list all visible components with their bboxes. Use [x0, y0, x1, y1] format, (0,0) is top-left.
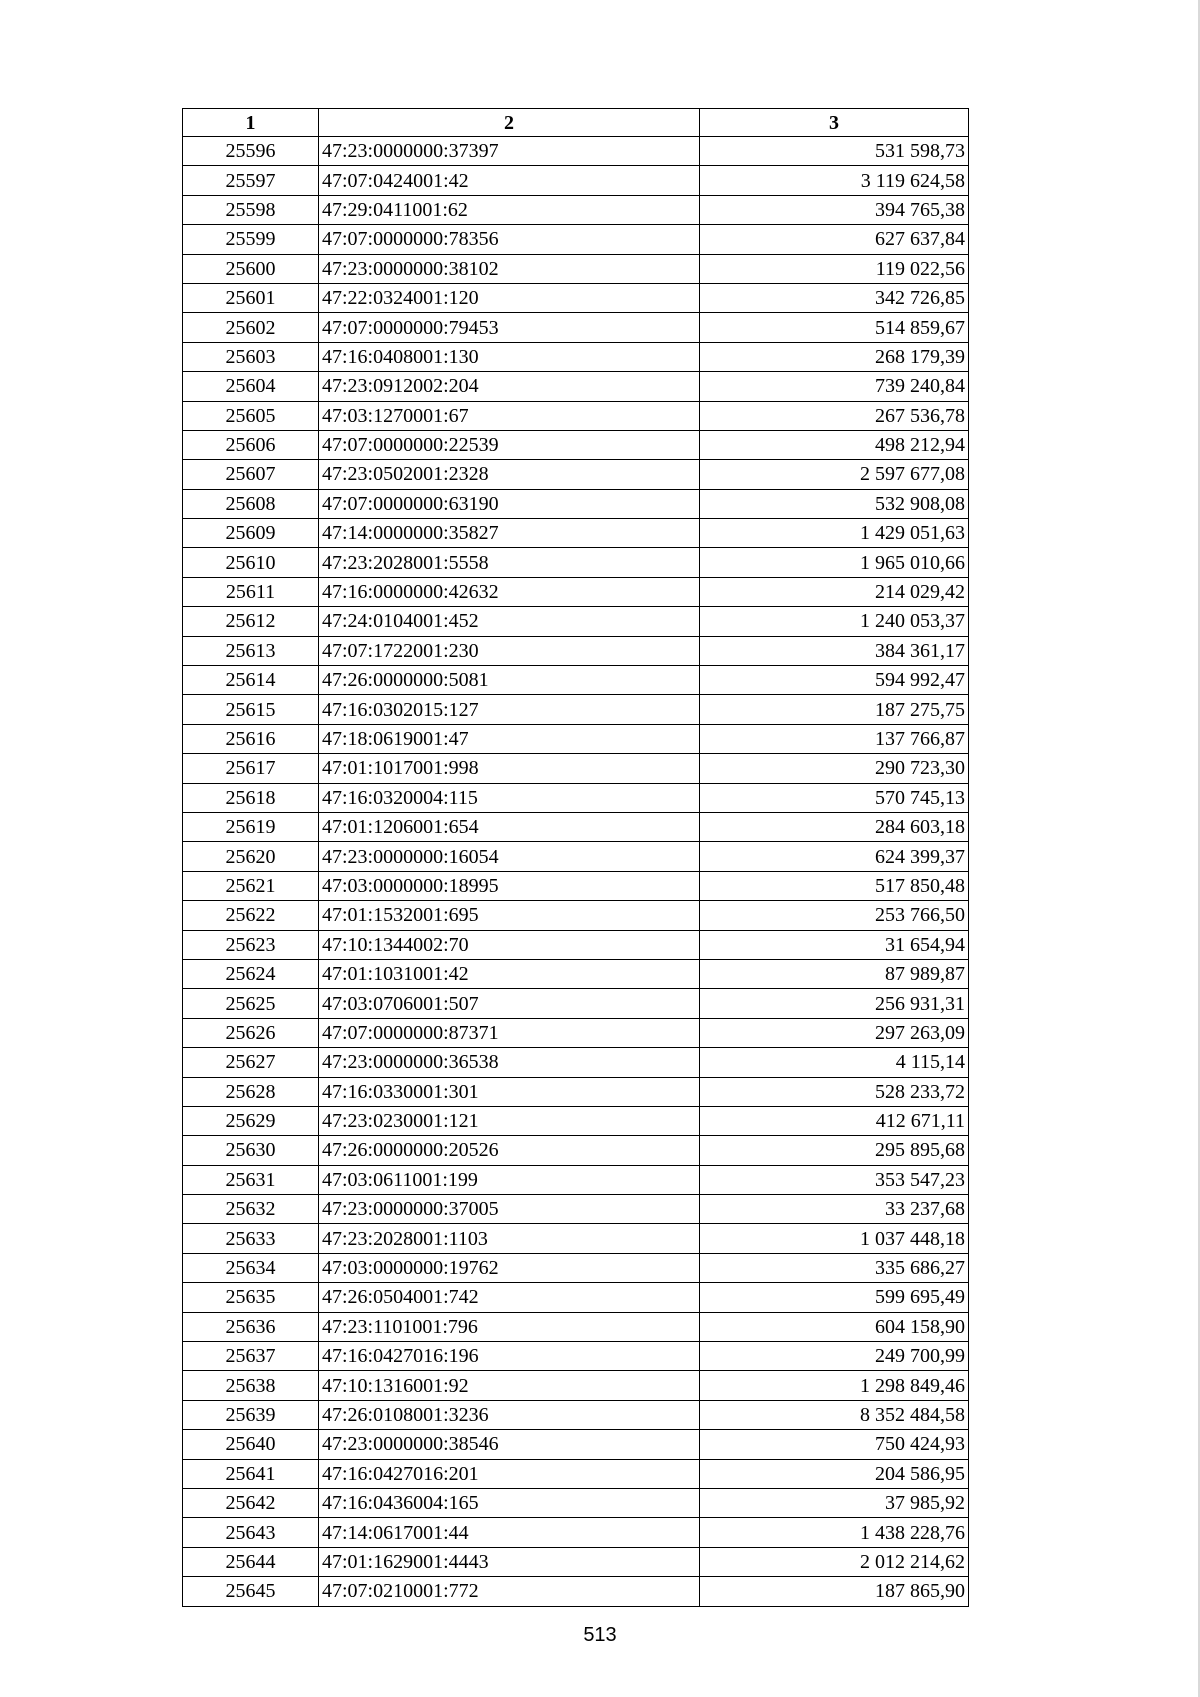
- cadastral-number: 47:07:0000000:87371: [319, 1018, 700, 1047]
- row-number: 25641: [183, 1459, 319, 1488]
- cadastral-number: 47:14:0617001:44: [319, 1518, 700, 1547]
- cadastral-number: 47:26:0504001:742: [319, 1283, 700, 1312]
- table-row: [183, 342, 969, 371]
- cadastral-number: 47:16:0436004:165: [319, 1488, 700, 1517]
- cadastral-value: 31 654,94: [700, 930, 969, 959]
- row-number: 25601: [183, 283, 319, 312]
- cadastral-number: 47:03:0000000:19762: [319, 1253, 700, 1282]
- row-number: 25628: [183, 1077, 319, 1106]
- cadastral-value: 531 598,73: [700, 137, 969, 166]
- cadastral-value: 249 700,99: [700, 1342, 969, 1371]
- table-row: [183, 1312, 969, 1341]
- row-number: 25599: [183, 225, 319, 254]
- row-number: 25622: [183, 901, 319, 930]
- cadastral-value: 8 352 484,58: [700, 1400, 969, 1429]
- row-number: 25615: [183, 695, 319, 724]
- row-number: 25627: [183, 1048, 319, 1077]
- cadastral-number: 47:07:0000000:63190: [319, 489, 700, 518]
- cadastral-number: 47:26:0000000:5081: [319, 666, 700, 695]
- row-number: 25644: [183, 1547, 319, 1576]
- cadastral-number: 47:01:1206001:654: [319, 812, 700, 841]
- table-row: [183, 283, 969, 312]
- row-number: 25631: [183, 1165, 319, 1194]
- table-row: [183, 372, 969, 401]
- row-number: 25597: [183, 166, 319, 195]
- row-number: 25613: [183, 636, 319, 665]
- cadastral-value: 284 603,18: [700, 812, 969, 841]
- table-row: [183, 577, 969, 606]
- row-number: 25624: [183, 959, 319, 988]
- table-row: [183, 1224, 969, 1253]
- row-number: 25638: [183, 1371, 319, 1400]
- cadastral-number: 47:07:0000000:79453: [319, 313, 700, 342]
- row-number: 25617: [183, 754, 319, 783]
- table-row: [183, 1165, 969, 1194]
- table-row: [183, 901, 969, 930]
- cadastral-number: 47:23:1101001:796: [319, 1312, 700, 1341]
- table-row: [183, 754, 969, 783]
- cadastral-value: 517 850,48: [700, 871, 969, 900]
- cadastral-value: 624 399,37: [700, 842, 969, 871]
- cadastral-number: 47:22:0324001:120: [319, 283, 700, 312]
- row-number: 25629: [183, 1106, 319, 1135]
- table-row: [183, 959, 969, 988]
- cadastral-value: 256 931,31: [700, 989, 969, 1018]
- cadastral-number: 47:07:1722001:230: [319, 636, 700, 665]
- cadastral-value-table: [182, 108, 969, 1607]
- cadastral-value: 353 547,23: [700, 1165, 969, 1194]
- cadastral-number: 47:01:1031001:42: [319, 959, 700, 988]
- table-row: [183, 636, 969, 665]
- cadastral-number: 47:14:0000000:35827: [319, 519, 700, 548]
- row-number: 25626: [183, 1018, 319, 1047]
- table-row: [183, 489, 969, 518]
- cadastral-value: 33 237,68: [700, 1195, 969, 1224]
- table-row: [183, 1106, 969, 1135]
- table-row: [183, 401, 969, 430]
- row-number: 25608: [183, 489, 319, 518]
- row-number: 25606: [183, 430, 319, 459]
- cadastral-number: 47:23:0000000:37397: [319, 137, 700, 166]
- cadastral-number: 47:29:0411001:62: [319, 195, 700, 224]
- cadastral-value: 532 908,08: [700, 489, 969, 518]
- table-row: [183, 1371, 969, 1400]
- cadastral-value: 604 158,90: [700, 1312, 969, 1341]
- cadastral-number: 47:16:0320004:115: [319, 783, 700, 812]
- cadastral-number: 47:03:1270001:67: [319, 401, 700, 430]
- cadastral-value: 137 766,87: [700, 724, 969, 753]
- row-number: 25605: [183, 401, 319, 430]
- cadastral-value: 2 597 677,08: [700, 460, 969, 489]
- cadastral-value: 214 029,42: [700, 577, 969, 606]
- row-number: 25621: [183, 871, 319, 900]
- table-row: [183, 225, 969, 254]
- cadastral-value: 187 275,75: [700, 695, 969, 724]
- cadastral-number: 47:23:2028001:5558: [319, 548, 700, 577]
- cadastral-value: 1 429 051,63: [700, 519, 969, 548]
- cadastral-number: 47:23:0000000:37005: [319, 1195, 700, 1224]
- table-row: [183, 1430, 969, 1459]
- cadastral-number: 47:23:0000000:38102: [319, 254, 700, 283]
- cadastral-number: 47:01:1629001:4443: [319, 1547, 700, 1576]
- column-header-2: 2: [319, 109, 700, 137]
- cadastral-value: 268 179,39: [700, 342, 969, 371]
- row-number: 25614: [183, 666, 319, 695]
- row-number: 25635: [183, 1283, 319, 1312]
- table-body: [183, 137, 969, 1607]
- row-number: 25618: [183, 783, 319, 812]
- cadastral-value: 187 865,90: [700, 1577, 969, 1606]
- cadastral-value: 384 361,17: [700, 636, 969, 665]
- row-number: 25636: [183, 1312, 319, 1341]
- cadastral-number: 47:03:0611001:199: [319, 1165, 700, 1194]
- cadastral-number: 47:23:0000000:16054: [319, 842, 700, 871]
- cadastral-value: 1 965 010,66: [700, 548, 969, 577]
- row-number: 25596: [183, 137, 319, 166]
- row-number: 25625: [183, 989, 319, 1018]
- cadastral-value: 37 985,92: [700, 1488, 969, 1517]
- cadastral-value: 498 212,94: [700, 430, 969, 459]
- cadastral-number: 47:16:0408001:130: [319, 342, 700, 371]
- row-number: 25633: [183, 1224, 319, 1253]
- table-row: [183, 195, 969, 224]
- cadastral-value: 750 424,93: [700, 1430, 969, 1459]
- cadastral-value: 295 895,68: [700, 1136, 969, 1165]
- cadastral-number: 47:16:0330001:301: [319, 1077, 700, 1106]
- table-row: [183, 166, 969, 195]
- table-row: [183, 519, 969, 548]
- cadastral-number: 47:16:0000000:42632: [319, 577, 700, 606]
- cadastral-value: 119 022,56: [700, 254, 969, 283]
- cadastral-value: 4 115,14: [700, 1048, 969, 1077]
- cadastral-number: 47:23:2028001:1103: [319, 1224, 700, 1253]
- cadastral-value: 528 233,72: [700, 1077, 969, 1106]
- row-number: 25604: [183, 372, 319, 401]
- cadastral-value: 3 119 624,58: [700, 166, 969, 195]
- cadastral-number: 47:07:0000000:78356: [319, 225, 700, 254]
- row-number: 25598: [183, 195, 319, 224]
- row-number: 25637: [183, 1342, 319, 1371]
- table-row: [183, 989, 969, 1018]
- cadastral-value: 335 686,27: [700, 1253, 969, 1282]
- cadastral-value: 290 723,30: [700, 754, 969, 783]
- table-row: [183, 812, 969, 841]
- row-number: 25634: [183, 1253, 319, 1282]
- cadastral-value: 253 766,50: [700, 901, 969, 930]
- cadastral-value: 267 536,78: [700, 401, 969, 430]
- cadastral-value: 1 298 849,46: [700, 1371, 969, 1400]
- cadastral-number: 47:23:0230001:121: [319, 1106, 700, 1135]
- table-row: [183, 1342, 969, 1371]
- cadastral-number: 47:16:0427016:201: [319, 1459, 700, 1488]
- table-header-row: [183, 109, 969, 137]
- table-row: [183, 1253, 969, 1282]
- table-row: [183, 930, 969, 959]
- row-number: 25640: [183, 1430, 319, 1459]
- cadastral-value: 394 765,38: [700, 195, 969, 224]
- cadastral-value: 599 695,49: [700, 1283, 969, 1312]
- row-number: 25616: [183, 724, 319, 753]
- row-number: 25620: [183, 842, 319, 871]
- table-row: [183, 1048, 969, 1077]
- table-row: [183, 1488, 969, 1517]
- row-number: 25639: [183, 1400, 319, 1429]
- row-number: 25602: [183, 313, 319, 342]
- table-row: [183, 1077, 969, 1106]
- cadastral-number: 47:10:1344002:70: [319, 930, 700, 959]
- table-row: [183, 254, 969, 283]
- row-number: 25645: [183, 1577, 319, 1606]
- table-row: [183, 842, 969, 871]
- table-row: [183, 1577, 969, 1606]
- table-row: [183, 871, 969, 900]
- cadastral-value: 1 438 228,76: [700, 1518, 969, 1547]
- table-row: [183, 1136, 969, 1165]
- cadastral-value: 594 992,47: [700, 666, 969, 695]
- row-number: 25630: [183, 1136, 319, 1165]
- cadastral-value: 570 745,13: [700, 783, 969, 812]
- cadastral-value: 2 012 214,62: [700, 1547, 969, 1576]
- table-row: [183, 1195, 969, 1224]
- cadastral-value: 1 037 448,18: [700, 1224, 969, 1253]
- cadastral-number: 47:23:0502001:2328: [319, 460, 700, 489]
- cadastral-number: 47:16:0427016:196: [319, 1342, 700, 1371]
- column-header-3: 3: [700, 109, 969, 137]
- cadastral-number: 47:16:0302015:127: [319, 695, 700, 724]
- cadastral-number: 47:01:1017001:998: [319, 754, 700, 783]
- cadastral-value: 342 726,85: [700, 283, 969, 312]
- cadastral-value: 412 671,11: [700, 1106, 969, 1135]
- row-number: 25610: [183, 548, 319, 577]
- table-row: [183, 137, 969, 166]
- table-row: [183, 1400, 969, 1429]
- column-header-1: 1: [183, 109, 319, 137]
- cadastral-value: 739 240,84: [700, 372, 969, 401]
- row-number: 25611: [183, 577, 319, 606]
- cadastral-number: 47:26:0000000:20526: [319, 1136, 700, 1165]
- page-number: 513: [583, 1624, 617, 1646]
- cadastral-number: 47:23:0000000:36538: [319, 1048, 700, 1077]
- cadastral-number: 47:07:0424001:42: [319, 166, 700, 195]
- table-row: [183, 460, 969, 489]
- row-number: 25612: [183, 607, 319, 636]
- cadastral-number: 47:03:0706001:507: [319, 989, 700, 1018]
- cadastral-value: 627 637,84: [700, 225, 969, 254]
- row-number: 25643: [183, 1518, 319, 1547]
- cadastral-number: 47:07:0210001:772: [319, 1577, 700, 1606]
- cadastral-number: 47:10:1316001:92: [319, 1371, 700, 1400]
- table-row: [183, 607, 969, 636]
- table-row: [183, 1018, 969, 1047]
- table-row: [183, 1547, 969, 1576]
- cadastral-number: 47:03:0000000:18995: [319, 871, 700, 900]
- cadastral-number: 47:24:0104001:452: [319, 607, 700, 636]
- cadastral-number: 47:01:1532001:695: [319, 901, 700, 930]
- row-number: 25609: [183, 519, 319, 548]
- row-number: 25603: [183, 342, 319, 371]
- cadastral-number: 47:07:0000000:22539: [319, 430, 700, 459]
- table-row: [183, 783, 969, 812]
- cadastral-value: 514 859,67: [700, 313, 969, 342]
- cadastral-value: 204 586,95: [700, 1459, 969, 1488]
- cadastral-number: 47:23:0000000:38546: [319, 1430, 700, 1459]
- cadastral-number: 47:26:0108001:3236: [319, 1400, 700, 1429]
- table-row: [183, 1518, 969, 1547]
- table-row: [183, 724, 969, 753]
- table-row: [183, 1459, 969, 1488]
- table-row: [183, 695, 969, 724]
- row-number: 25607: [183, 460, 319, 489]
- row-number: 25632: [183, 1195, 319, 1224]
- cadastral-value: 1 240 053,37: [700, 607, 969, 636]
- row-number: 25642: [183, 1488, 319, 1517]
- cadastral-number: 47:23:0912002:204: [319, 372, 700, 401]
- row-number: 25600: [183, 254, 319, 283]
- row-number: 25619: [183, 812, 319, 841]
- cadastral-value: 87 989,87: [700, 959, 969, 988]
- table-row: [183, 313, 969, 342]
- table-row: [183, 666, 969, 695]
- table-row: [183, 1283, 969, 1312]
- cadastral-value: 297 263,09: [700, 1018, 969, 1047]
- row-number: 25623: [183, 930, 319, 959]
- table-row: [183, 430, 969, 459]
- table-row: [183, 548, 969, 577]
- cadastral-number: 47:18:0619001:47: [319, 724, 700, 753]
